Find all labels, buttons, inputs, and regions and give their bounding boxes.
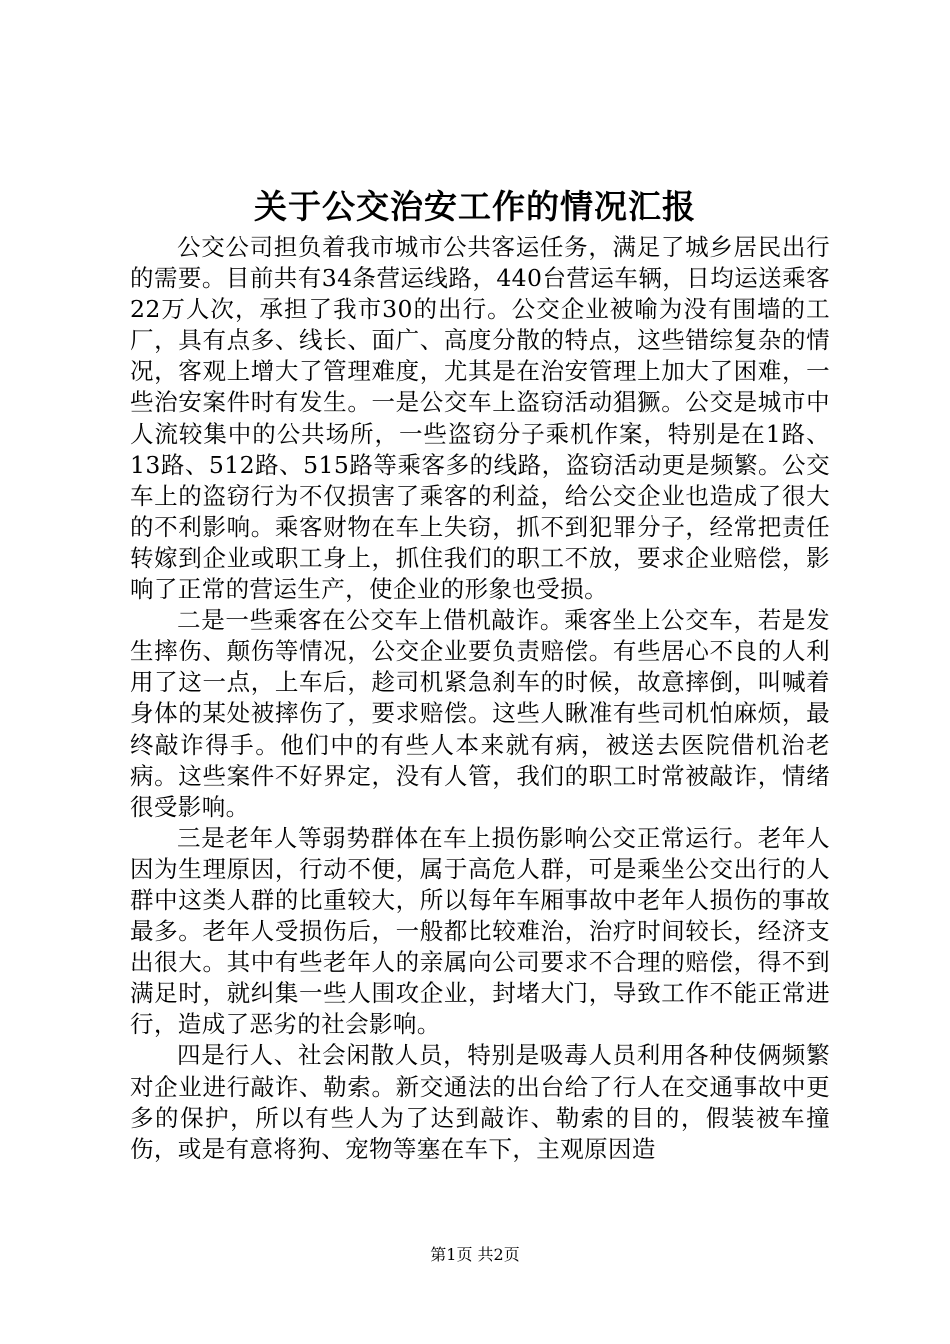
- paragraph-3: 三是老年人等弱势群体在车上损伤影响公交正常运行。老年人因为生理原因，行动不便，属于高危人群，可是乘坐公交出行的人群中这类人群的比重较大，所以每年车厢事故中老年人损伤的事故最多。老年人受损伤后，一般都比较难治，治疗时间较长，经济支出很大。其中有些老年人的亲属向公司要求不合理的赔偿，得不到满足时，就纠集一些人围攻企业，封堵大门，导致工作不能正常进行，造成了恶劣的社会影响。: [130, 823, 830, 1039]
- document-title: 关于公交治安工作的情况汇报: [254, 187, 696, 226]
- paragraph-4: 四是行人、社会闲散人员，特别是吸毒人员利用各种伎俩频繁对企业进行敲诈、勒索。新交通法的出台给了行人在交通事故中更多的保护，所以有些人为了达到敲诈、勒索的目的，假装被车撞伤，或是有意将狗、宠物等塞在车下，主观原因造: [130, 1041, 830, 1163]
- page-footer: 第1页 共2页: [430, 1245, 520, 1264]
- paragraph-1: 公交公司担负着我市城市公共客运任务，满足了城乡居民出行的需要。目前共有34条营运线路，440台营运车辆，日均运送乘客22万人次，承担了我市30的出行。公交企业被喻为没有围墙的工厂，具有点多、线长、面广、高度分散的特点，这些错综复杂的情况，客观上增大了管理难度，尤其是在治安管理上加大了困难，一些治安案件时有发生。一是公交车上盗窃活动猖獗。公交是城市中人流较集中的公共场所，一些盗窃分子乘机作案，特别是在1路、13路、512路、515路等乘客多的线路，盗窃活动更是频繁。公交车上的盗窃行为不仅损害了乘客的利益，给公交企业也造成了很大的不利影响。乘客财物在车上失窃，抓不到犯罪分子，经常把责任转嫁到企业或职工身上，抓住我们的职工不放，要求企业赔偿，影响了正常的营运生产，使企业的形象也受损。: [130, 233, 830, 604]
- document-body: [130, 232, 830, 1165]
- paragraph-2: 二是一些乘客在公交车上借机敲诈。乘客坐上公交车，若是发生摔伤、颠伤等情况，公交企业要负责赔偿。有些居心不良的人利用了这一点，上车后，趁司机紧急刹车的时候，故意摔倒，叫喊着身体的某处被摔伤了，要求赔偿。这些人瞅准有些司机怕麻烦，最终敲诈得手。他们中的有些人本来就有病，被送去医院借机治老病。这些案件不好界定，没有人管，我们的职工时常被敲诈，情绪很受影响。: [130, 606, 830, 821]
